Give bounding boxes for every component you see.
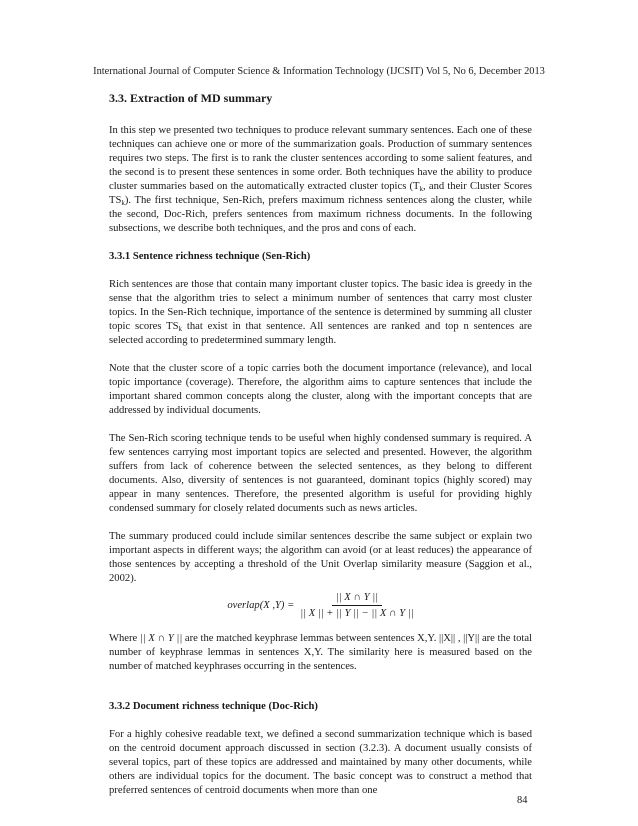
page-number: 84 <box>517 795 528 806</box>
paragraph-similarity-threshold: The summary produced could include similar sentences describe the same subject or explain two important aspects in different ways; the algorithm can avoid (or at least reduces) the appearance of those sentences by accepting a threshold of the Unit Overlap similarity measure (Saggion et al., 2002). <box>109 531 532 584</box>
p2-text-a: Rich sentences are those that contain many important cluster topics. The basic idea is greedy in the sense that the algorithm tries to select a minimum number of sentences that carry most cluster topics. In the Sen-Rich technique, importance of the sentence is determined by summing all cluster topic scores TS <box>109 279 532 332</box>
formula-fraction <box>300 592 413 619</box>
formula-lhs: overlap(X ,Y) = <box>227 599 295 611</box>
p1-text-b: , and their Cluster Scores TS <box>109 181 532 206</box>
paragraph-doc-rich: For a highly cohesive readable text, we defined a second summarization technique which is based on the centroid document approach discussed in section (3.2.3). A document usually consists of several topics, part of these topics are addressed and maintained by many other documents, while others are individual topics for the document. The basic concept was to construct a method that preferred sentences of centroid documents when more than one <box>109 729 532 796</box>
section-spacer <box>109 688 532 700</box>
p1-subscript-2: k <box>121 199 125 207</box>
formula-denominator: || X || + || Y || − || X ∩ Y || <box>300 607 414 619</box>
subsection-title-doc-rich: 3.3.2 Document richness technique (Doc-Rich) <box>109 701 318 712</box>
p2-subscript: k <box>178 325 183 333</box>
p6-inline-math: || X ∩ Y || <box>139 633 183 644</box>
p1-subscript-1: k <box>419 185 424 193</box>
p6-text-a: Where <box>109 633 140 644</box>
journal-header: International Journal of Computer Science & Information Technology (IJCSIT) Vol 5, No 6, December 2013 <box>93 66 545 77</box>
p1-text-a: In this step we presented two techniques to produce relevant summary sentences. Each one of these techniques can achieve one or more of the summarization goals. Production of summary sentences requires two steps. The first is to rank the cluster sentences according to some salient features, and the second is to present these sentences in some order. Both techniques have the ability to produce cluster summaries based on the automatically extracted cluster topics (T <box>109 125 532 192</box>
section-title: 3.3. Extraction of MD summary <box>109 91 273 105</box>
paragraph-cluster-score: Note that the cluster score of a topic carries both the document importance (relevance), and local topic importance (coverage). Therefore, the algorithm aims to capture sentences that include the important shared common concepts along the cluster, along with the important concepts that are addressed by individual documents. <box>109 363 532 416</box>
p2-text-b: that exist in that sentence. All sentences are ranked and top n sentences are selected according to predetermined summary length. <box>109 321 532 346</box>
paragraph-sen-rich-usefulness: The Sen-Rich scoring technique tends to be useful when highly condensed summary is required. A few sentences carrying most important topics are selected and presented. However, the algorithm suffers from lack of coherence between the selected sentences, as they belong to different documents. Also, diversity of sentences is not guaranteed, dominant topics (highly scored) may appear in many sentences. Therefore, the presented algorithm is useful for providing highly condensed summary for closely related documents such as news articles. <box>109 433 532 514</box>
overlap-formula <box>109 588 532 622</box>
formula-numerator: || X ∩ Y || <box>332 592 382 606</box>
subsection-title-sen-rich: 3.3.1 Sentence richness technique (Sen-Rich) <box>109 251 311 262</box>
p6-text-b: are the matched keyphrase lemmas between sentences X,Y. ||X|| , ||Y|| are the total number of keyphrase lemmas in sentences X,Y. The similarity here is measured based on the number of matched keyphrases occurring in the sentences. <box>109 633 532 672</box>
paragraph-sen-rich-definition <box>109 278 532 348</box>
p1-text-c: ). The first technique, Sen-Rich, prefers maximum richness sentences along the cluster, while the second, Doc-Rich, prefers sentences from maximum richness documents. In the following subsections, we describe both techniques, and the pros and cons of each. <box>109 195 532 234</box>
paragraph-intro <box>109 124 532 236</box>
paragraph-formula-explanation <box>109 632 532 674</box>
article-body <box>109 90 532 812</box>
